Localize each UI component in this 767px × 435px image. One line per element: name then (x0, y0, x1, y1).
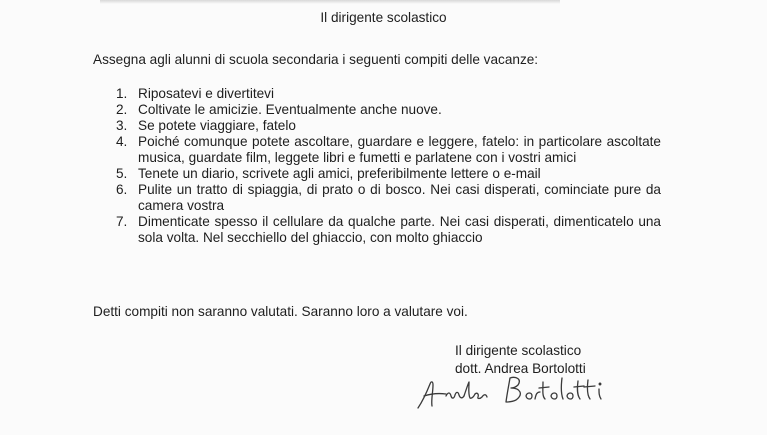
list-item-number: 1. (116, 86, 128, 101)
intro-paragraph: Assegna agli alunni di scuola secondaria i seguenti compiti delle vacanze: (93, 52, 539, 67)
list-item-number: 3. (116, 118, 128, 133)
list-item-number: 7. (116, 214, 128, 229)
list-item (116, 166, 661, 182)
list-item-number: 4. (116, 134, 128, 149)
list-item (116, 214, 661, 246)
list-item-number: 6. (116, 182, 128, 197)
list-item (116, 134, 661, 166)
list-item-text: Coltivate le amicizie. Eventualmente anche nuove. (138, 102, 442, 117)
list-item-text: Riposatevi e divertitevi (138, 86, 274, 101)
list-item-text: Pulite un tratto di spiaggia, di prato o di bosco. Nei casi disperati, cominciate pure da camera vostra (138, 182, 661, 213)
list-item (116, 182, 661, 214)
signature-name: dott. Andrea Bortolotti (455, 361, 586, 376)
list-item-text: Se potete viaggiare, fatelo (138, 118, 296, 133)
list-item (116, 118, 661, 134)
signature-role: Il dirigente scolastico (455, 343, 582, 358)
list-item-text: Dimenticate spesso il cellulare da qualche parte. Nei casi disperati, dimenticatelo una sola volta. Nel secchiello del ghiaccio, con molto ghiaccio (138, 214, 661, 245)
list-item (116, 86, 661, 102)
list-item-text: Poiché comunque potete ascoltare, guardare e leggere, fatelo: in particolare ascoltate musica, guardate film, leggete libri e fumetti e parlatene con i vostri amici (138, 134, 661, 165)
task-list (116, 86, 661, 246)
closing-paragraph: Detti compiti non saranno valutati. Saranno loro a valutare voi. (93, 304, 468, 319)
list-item-number: 5. (116, 166, 128, 181)
list-item-text: Tenete un diario, scrivete agli amici, preferibilmente lettere o e-mail (138, 166, 541, 181)
handwritten-signature (412, 372, 642, 412)
list-item (116, 102, 661, 118)
document-header: Il dirigente scolastico (320, 10, 447, 25)
scan-edge-shadow (100, 0, 560, 4)
list-item-number: 2. (116, 102, 128, 117)
